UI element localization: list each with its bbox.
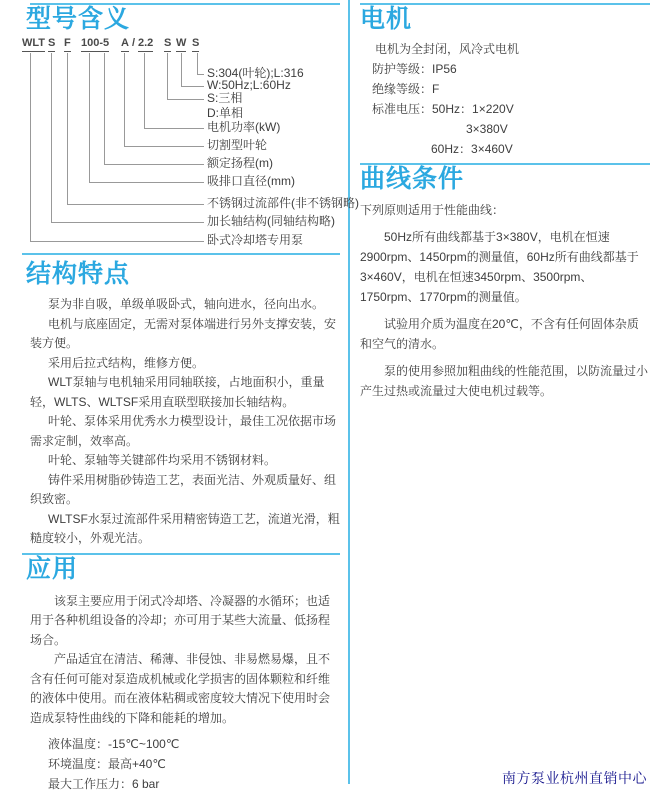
section-title-curve: 曲线条件 <box>360 165 465 193</box>
diagram-label: 不锈钢过流部件(非不锈钢略) <box>207 196 359 210</box>
section-title-model: 型号含义 <box>26 5 131 33</box>
spec-line: 最大工作压力：6 bar <box>48 777 160 791</box>
paragraph: WLTSF水泵过流部件采用精密铸造工艺，流道光滑，粗糙度较小，外观光洁。 <box>30 511 340 545</box>
diagram-label: 卧式冷却塔专用泵 <box>207 233 304 247</box>
model-code-token: 100-5 <box>81 37 109 52</box>
curve-intro: 下列原则适用于性能曲线： <box>360 203 505 217</box>
paragraph: 产品适宜在清洁、稀薄、非侵蚀、非易燃易爆，且不含有任何可能对泵造成机械或化学损害的固体颗粒和纤维的液体中使用。而在液体粘稠或密度较大情况下使用时会造成泵特性曲线的下降和能耗的增加。 <box>30 652 331 725</box>
curve-text <box>360 200 650 401</box>
model-code-token: 2.2 <box>138 37 153 52</box>
paragraph: 电机与底座固定，无需对泵体端进行另外支撑安装，安装方便。 <box>30 316 337 350</box>
motor-voltage-line: 标准电压：50Hz：1×220V <box>372 102 514 116</box>
section-title-motor: 电机 <box>360 5 413 33</box>
motor-voltage-line: 60Hz：3×460V <box>431 142 513 156</box>
paragraph: 叶轮、泵体采用优秀水力模型设计，最佳工况依据市场需求定制，效率高。 <box>30 414 337 448</box>
model-code-token: S <box>192 37 199 52</box>
paragraph: 泵的使用参照加粗曲线的性能范围，以防流量过小产生过热或流量过大使电机过载等。 <box>360 364 649 398</box>
application-section <box>22 555 340 791</box>
diagram-label: 切割型叶轮 <box>207 138 268 152</box>
right-column <box>360 0 650 401</box>
model-code-token: S <box>48 37 55 52</box>
model-code-token: S <box>164 37 171 52</box>
model-code-token: WLT <box>22 37 45 52</box>
diagram-label: S:三相 <box>207 91 243 105</box>
left-column <box>22 0 359 791</box>
diagram-label: 加长轴结构(同轴结构略) <box>207 214 335 228</box>
motor-intro: 电机为全封闭，风冷式电机 <box>375 42 520 56</box>
diagram-label: 额定扬程(m) <box>207 156 273 170</box>
paragraph: 铸件采用树脂砂铸造工艺，表面光洁、外观质量好、组织致密。 <box>30 472 337 506</box>
diagram-connector <box>30 53 204 242</box>
paragraph: 50Hz所有曲线都基于3×380V，电机在恒速2900rpm、1450rpm的测量值，60Hz所有曲线都基于3×460V，电机在恒速3450rpm、3500rpm、1750rpm、1770rpm的测量值。 <box>360 230 639 304</box>
spec-line: 液体温度：-15℃~100℃ <box>48 737 180 751</box>
paragraph: 泵为非自吸，单级单吸卧式，轴向进水，径向出水。 <box>48 297 325 311</box>
column-divider-line <box>348 0 350 784</box>
diagram-label: S:304(叶轮);L:316 <box>207 66 304 80</box>
model-code-token: W <box>176 37 186 52</box>
diagram-label: 电机功率(kW) <box>207 120 281 134</box>
paragraph: WLT泵轴与电机轴采用同轴联接，占地面积小，重量轻，WLTS、WLTSF采用直联型联接加长轴结构。 <box>30 375 325 409</box>
structure-section <box>22 260 340 549</box>
motor-section <box>360 5 650 159</box>
spec-list <box>30 734 340 791</box>
section-rule <box>22 253 340 255</box>
model-section <box>22 5 359 253</box>
structure-text <box>30 295 340 549</box>
model-code-separator: / <box>132 37 136 49</box>
application-text <box>30 592 340 791</box>
motor-text <box>360 39 650 159</box>
motor-voltage-line: 3×380V <box>466 122 508 136</box>
paragraph: 采用后拉式结构，维修方便。 <box>48 355 205 370</box>
diagram-label: 吸排口直径(mm) <box>207 174 295 188</box>
motor-line: 绝缘等级：F <box>372 82 440 96</box>
model-code-token: F <box>64 37 71 52</box>
model-code-token: A <box>121 37 129 52</box>
diagram-label: W:50Hz;L:60Hz <box>207 78 291 92</box>
model-code-diagram <box>22 37 359 253</box>
diagram-label: D:单相 <box>207 106 244 120</box>
paragraph: 试验用介质为温度在20℃，不含有任何固体杂质和空气的清水。 <box>360 317 639 351</box>
paragraph: 叶轮、泵轴等关键部件均采用不锈钢材料。 <box>48 453 277 467</box>
motor-line: 防护等级：IP56 <box>372 62 457 76</box>
paragraph: 该泵主要应用于闭式冷却塔、冷凝器的水循环；也适用于各种机组设备的冷却；亦可用于某些大流量、低扬程场合。 <box>30 593 331 647</box>
section-title-application: 应用 <box>26 554 79 583</box>
spec-line: 环境温度：最高+40℃ <box>48 757 166 771</box>
curve-section <box>360 165 650 401</box>
section-title-structure: 结构特点 <box>26 260 131 288</box>
footer-text: 南方泵业杭州直销中心 <box>502 770 647 786</box>
